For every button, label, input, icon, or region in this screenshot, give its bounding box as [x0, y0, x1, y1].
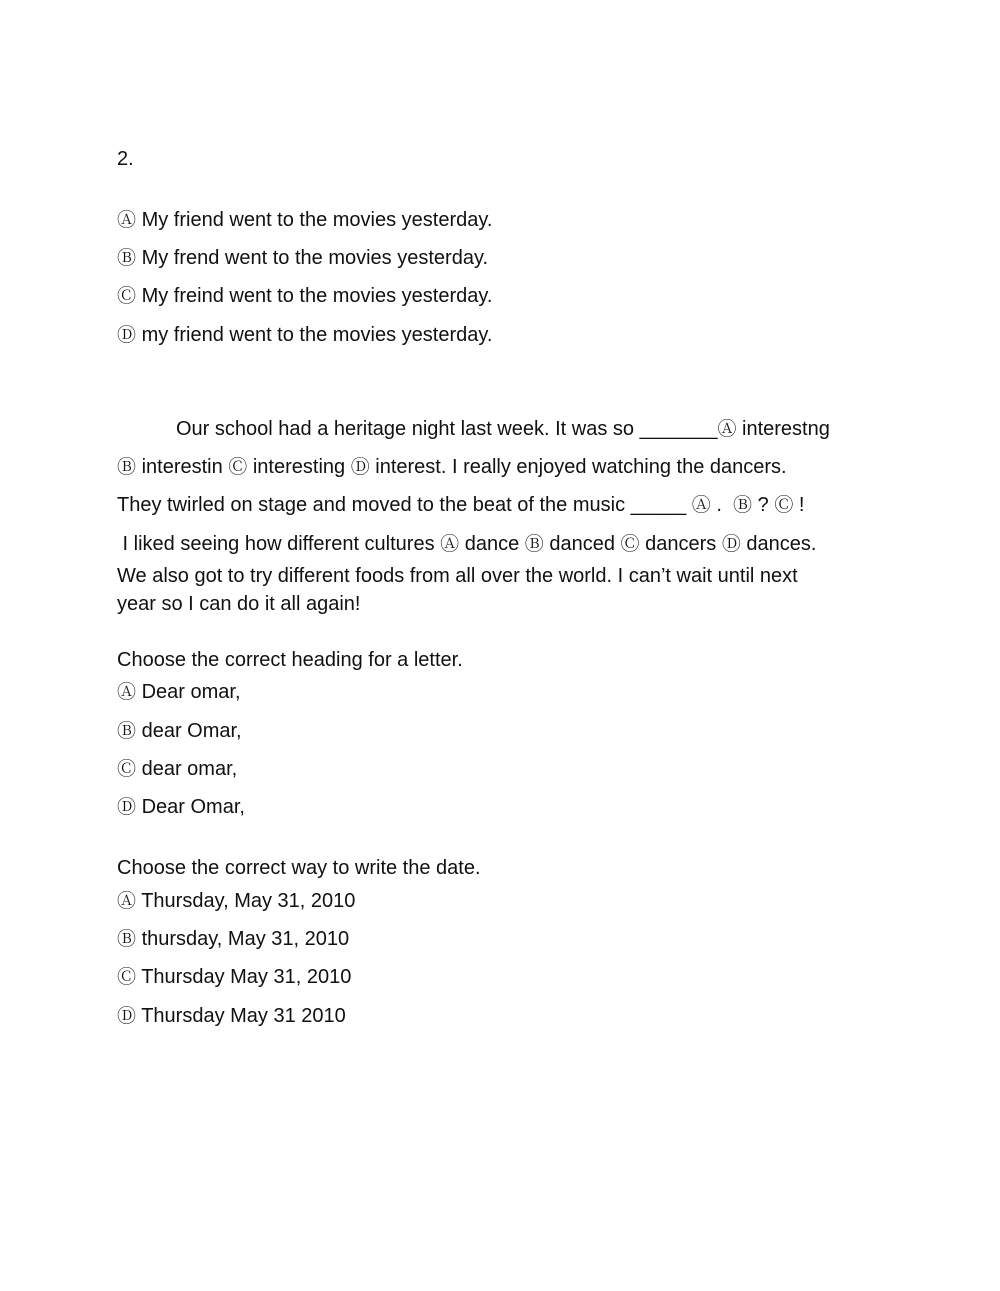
choice-marker-a[interactable]: Ⓐ	[691, 494, 711, 516]
passage-line-5: We also got to try different foods from all over the world. I can’t wait until next	[117, 565, 798, 587]
date-option-c[interactable]	[117, 963, 351, 991]
passage-line-4	[117, 530, 816, 558]
date-option-d[interactable]	[117, 1002, 346, 1030]
option-text: Thursday May 31, 2010	[136, 966, 352, 988]
q2-option-a[interactable]	[117, 206, 492, 234]
choice-text: dances.	[740, 533, 817, 555]
option-marker-c: Ⓒ	[117, 758, 137, 780]
option-text: Dear Omar,	[136, 796, 245, 818]
option-text: thursday, May 31, 2010	[136, 928, 350, 950]
option-text: Dear omar,	[136, 681, 241, 703]
option-marker-b: Ⓑ	[117, 247, 137, 269]
heading-option-c[interactable]	[117, 755, 237, 783]
choice-marker-a[interactable]: Ⓐ	[440, 533, 460, 555]
choice-marker-d[interactable]: Ⓓ	[350, 456, 370, 478]
passage-text: I liked seeing how different cultures	[117, 533, 441, 555]
choice-text: dancers	[639, 533, 722, 555]
date-option-b[interactable]	[117, 925, 349, 953]
option-marker-b: Ⓑ	[117, 720, 137, 742]
option-text: dear omar,	[136, 758, 238, 780]
heading-question-prompt: Choose the correct heading for a letter.	[117, 649, 463, 671]
date-option-a[interactable]	[117, 887, 355, 915]
heading-option-b[interactable]	[117, 717, 242, 745]
option-marker-c: Ⓒ	[117, 966, 137, 988]
choice-marker-b[interactable]: Ⓑ	[733, 494, 753, 516]
passage-text: They twirled on stage and moved to the beat of the music _____	[117, 494, 692, 516]
q2-option-b[interactable]	[117, 244, 488, 272]
passage-line-1	[176, 415, 830, 443]
choice-marker-b[interactable]: Ⓑ	[117, 456, 137, 478]
option-marker-a: Ⓐ	[117, 209, 137, 231]
passage-line-3	[117, 491, 804, 519]
option-marker-b: Ⓑ	[117, 928, 137, 950]
option-text: Thursday, May 31, 2010	[136, 890, 356, 912]
option-marker-a: Ⓐ	[117, 890, 137, 912]
choice-marker-a[interactable]: Ⓐ	[717, 418, 737, 440]
option-text: Thursday May 31 2010	[136, 1005, 346, 1027]
option-text: dear Omar,	[136, 720, 242, 742]
choice-text: interesting	[247, 456, 351, 478]
choice-marker-c[interactable]: Ⓒ	[228, 456, 248, 478]
choice-marker-c[interactable]: Ⓒ	[620, 533, 640, 555]
option-marker-d: Ⓓ	[117, 796, 137, 818]
heading-option-a[interactable]	[117, 678, 241, 706]
heading-option-d[interactable]	[117, 793, 245, 821]
option-text: My frend went to the movies yesterday.	[136, 247, 489, 269]
choice-text: danced	[543, 533, 621, 555]
option-marker-c: Ⓒ	[117, 285, 137, 307]
option-marker-a: Ⓐ	[117, 681, 137, 703]
choice-text: !	[793, 494, 805, 516]
passage-line-2	[117, 453, 787, 481]
option-marker-d: Ⓓ	[117, 1005, 137, 1027]
q2-option-c[interactable]	[117, 282, 492, 310]
option-text: My friend went to the movies yesterday.	[136, 209, 493, 231]
q2-option-d[interactable]	[117, 321, 492, 349]
choice-text: .	[710, 494, 734, 516]
choice-marker-b[interactable]: Ⓑ	[524, 533, 544, 555]
passage-text: Our school had a heritage night last week. It was so _______	[176, 418, 718, 440]
question-number: 2.	[117, 148, 134, 170]
option-text: my friend went to the movies yesterday.	[136, 324, 493, 346]
date-question-prompt: Choose the correct way to write the date.	[117, 857, 481, 879]
choice-marker-c[interactable]: Ⓒ	[774, 494, 794, 516]
choice-text: interest. I really enjoyed watching the dancers.	[369, 456, 787, 478]
choice-text: ?	[752, 494, 775, 516]
option-marker-d: Ⓓ	[117, 324, 137, 346]
option-text: My freind went to the movies yesterday.	[136, 285, 493, 307]
choice-marker-d[interactable]: Ⓓ	[721, 533, 741, 555]
choice-text: dance	[459, 533, 525, 555]
choice-text: interestng	[736, 418, 830, 440]
passage-line-6: year so I can do it all again!	[117, 593, 361, 615]
choice-text: interestin	[136, 456, 229, 478]
